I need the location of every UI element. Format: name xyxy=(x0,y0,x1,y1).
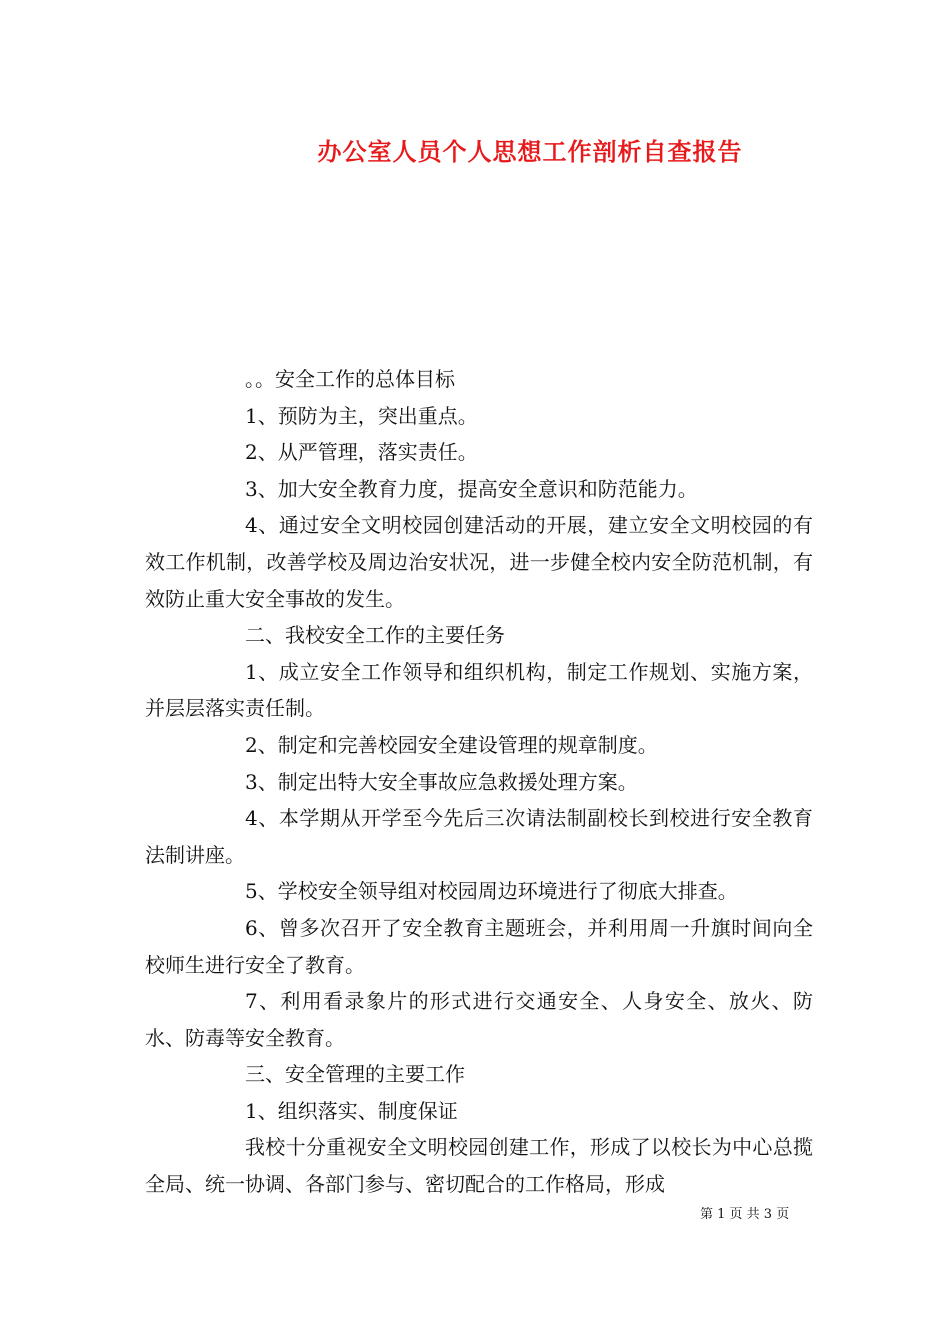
document-body xyxy=(145,361,813,1203)
paragraph: 5、学校安全领导组对校园周边环境进行了彻底大排查。 xyxy=(245,879,738,904)
paragraph: 4、通过安全文明校园创建活动的开展，建立安全文明校园的有效工作机制，改善学校及周边治安状况，进一步健全校内安全防范机制，有效防止重大安全事故的发生。 xyxy=(145,513,813,611)
paragraph: 7、利用看录象片的形式进行交通安全、人身安全、放火、防水、防毒等安全教育。 xyxy=(145,989,813,1050)
paragraph: 1、预防为主，突出重点。 xyxy=(245,403,478,428)
paragraph: 。。安全工作的总体目标 xyxy=(245,367,455,391)
paragraph: 2、从严管理，落实责任。 xyxy=(245,440,478,465)
paragraph: 1、组织落实、制度保证 xyxy=(245,1098,458,1123)
paragraph: 6、曾多次召开了安全教育主题班会，并利用周一升旗时间向全校师生进行安全了教育。 xyxy=(145,915,813,977)
paragraph: 3、制定出特大安全事故应急救援处理方案。 xyxy=(245,769,638,794)
document-title: 办公室人员个人思想工作剖析自查报告 xyxy=(317,137,743,166)
paragraph: 4、本学期从开学至今先后三次请法制副校长到校进行安全教育法制讲座。 xyxy=(145,806,813,867)
paragraph: 2、制定和完善校园安全建设管理的规章制度。 xyxy=(245,732,658,757)
paragraph: 我校十分重视安全文明校园创建工作，形成了以校长为中心总揽全局、统一协调、各部门参与、密切配合的工作格局，形成 xyxy=(145,1135,813,1197)
paragraph: 3、加大安全教育力度，提高安全意识和防范能力。 xyxy=(245,476,698,501)
section-heading: 二、我校安全工作的主要任务 xyxy=(245,623,505,648)
section-heading: 三、安全管理的主要工作 xyxy=(245,1062,465,1087)
page-number-footer: 第 1 页 共 3 页 xyxy=(700,1207,790,1222)
paragraph: 1、成立安全工作领导和组织机构，制定工作规划、实施方案，并层层落实责任制。 xyxy=(145,659,813,721)
